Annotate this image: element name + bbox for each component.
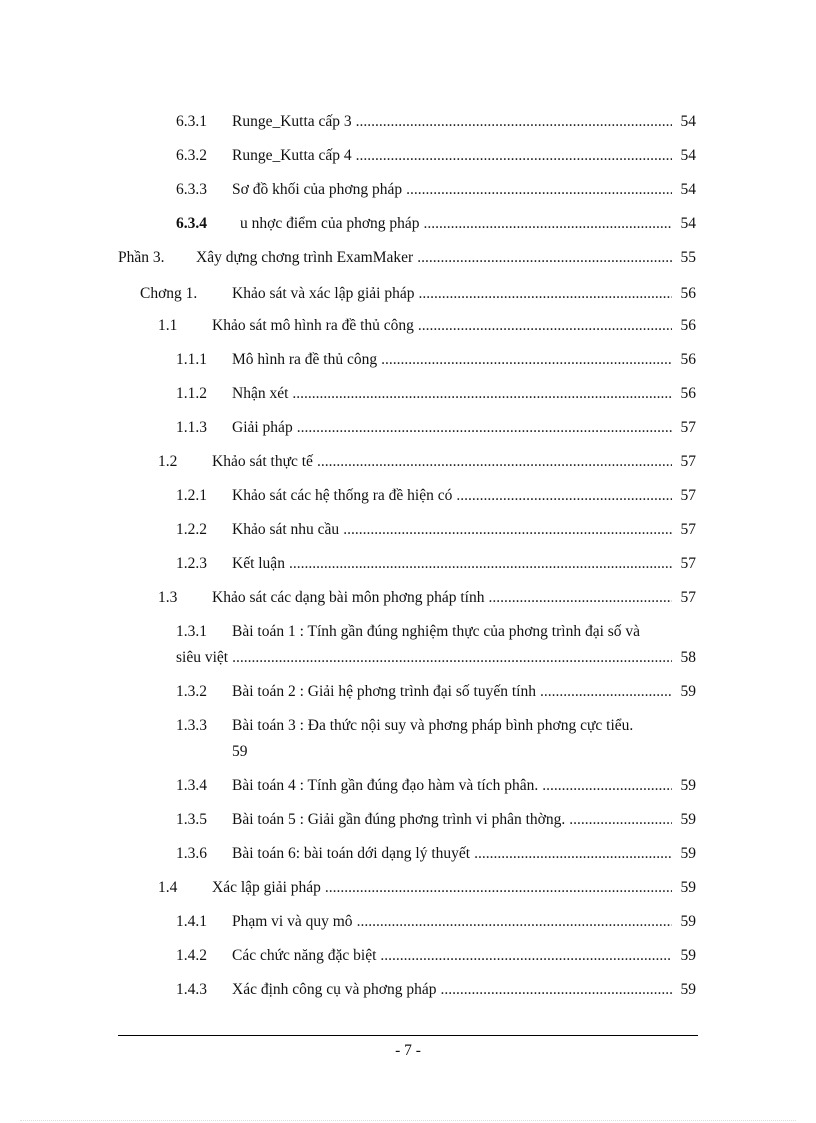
toc-entry[interactable] — [176, 776, 696, 796]
toc-entry[interactable] — [176, 112, 696, 132]
toc-number: 1.4.1 — [176, 913, 207, 930]
toc-title: u nhợc điểm của phơng pháp — [240, 215, 420, 232]
toc-entry[interactable] — [176, 146, 696, 166]
toc-leader — [424, 214, 672, 234]
toc-title: Phạm vi và quy mô — [232, 913, 353, 930]
toc-page: 57 — [680, 487, 696, 504]
toc-leader — [380, 946, 672, 966]
toc-entry[interactable] — [176, 520, 696, 540]
toc-leader — [419, 284, 673, 304]
toc-number: 1.2 — [158, 453, 178, 470]
toc-entry[interactable] — [176, 214, 696, 234]
toc-entry[interactable] — [176, 350, 696, 370]
toc-entry[interactable] — [176, 682, 696, 702]
toc-entry[interactable] — [158, 588, 696, 608]
toc-page: 56 — [680, 285, 696, 302]
toc-entry-first-line[interactable] — [176, 622, 640, 642]
toc-entry[interactable] — [176, 554, 696, 574]
toc-entry[interactable] — [176, 844, 696, 864]
toc-leader — [325, 878, 672, 898]
toc-title: Xây dựng chơng trình ExamMaker — [196, 249, 414, 266]
page-bottom-border — [20, 1120, 796, 1121]
toc-title: Bài toán 6: bài toán dới dạng lý thuyết — [232, 845, 471, 862]
toc-number: 1.3.4 — [176, 777, 207, 794]
toc-page: 54 — [680, 181, 696, 198]
toc-leader — [357, 912, 672, 932]
toc-leader — [406, 180, 672, 200]
toc-entry[interactable] — [176, 810, 696, 830]
toc-number: 6.3.1 — [176, 113, 207, 130]
toc-title: Bài toán 5 : Giải gần đúng phơng trình vi phân thờng. — [232, 811, 566, 828]
toc-title: Bài toán 3 : Đa thức nội suy và phơng pháp bình phơng cực tiểu. — [232, 717, 634, 734]
toc-number: 1.3 — [158, 589, 178, 606]
toc-number: 1.3.1 — [176, 623, 207, 640]
toc-page: 54 — [680, 215, 696, 232]
toc-title: Kết luận — [232, 555, 285, 572]
toc-title: Khảo sát mô hình ra đề thủ công — [212, 317, 414, 334]
toc-entry[interactable] — [176, 384, 696, 404]
toc-title: Nhận xét — [232, 385, 289, 402]
toc-title: Khảo sát nhu cầu — [232, 521, 340, 538]
toc-number: 1.2.3 — [176, 555, 207, 572]
toc-leader — [440, 980, 672, 1000]
toc-number: 1.1.1 — [176, 351, 207, 368]
toc-leader — [540, 682, 672, 702]
toc-title: Khảo sát các hệ thống ra đề hiện có — [232, 487, 453, 504]
toc-page: 59 — [680, 981, 696, 998]
toc-title: Runge_Kutta cấp 4 — [232, 147, 352, 164]
toc-leader — [317, 452, 672, 472]
toc-entry[interactable] — [176, 180, 696, 200]
toc-title: Xác lập giải pháp — [212, 879, 321, 896]
toc-page: 59 — [232, 743, 248, 760]
toc-title: Khảo sát các dạng bài môn phơng pháp tính — [212, 589, 485, 606]
toc-entry[interactable] — [158, 316, 696, 336]
toc-title: Sơ đồ khối của phơng pháp — [232, 181, 403, 198]
toc-leader — [542, 776, 672, 796]
toc-number: 1.3.6 — [176, 845, 207, 862]
toc-number: 1.3.5 — [176, 811, 207, 828]
toc-number: 1.4.2 — [176, 947, 207, 964]
toc-title: Giải pháp — [232, 419, 293, 436]
toc-entry[interactable] — [140, 284, 696, 304]
toc-leader — [289, 554, 672, 574]
toc-page: 59 — [680, 845, 696, 862]
toc-page: 59 — [680, 913, 696, 930]
toc-entry[interactable] — [176, 946, 696, 966]
toc-title-continued: siêu việt — [176, 649, 229, 666]
toc-leader — [292, 384, 672, 404]
toc-page: 56 — [680, 385, 696, 402]
toc-number: 1.2.1 — [176, 487, 207, 504]
toc-title: Khảo sát thực tế — [212, 453, 313, 470]
toc-number: 1.4.3 — [176, 981, 207, 998]
toc-leader — [343, 520, 672, 540]
toc-page: 57 — [680, 419, 696, 436]
toc-page: 54 — [680, 147, 696, 164]
toc-page: 59 — [680, 879, 696, 896]
footer-divider — [118, 1035, 698, 1036]
toc-title: Runge_Kutta cấp 3 — [232, 113, 352, 130]
toc-title: Các chức năng đặc biệt — [232, 947, 377, 964]
toc-entry[interactable] — [176, 912, 696, 932]
toc-leader — [417, 248, 672, 268]
toc-page: 59 — [680, 947, 696, 964]
toc-title: Bài toán 1 : Tính gần đúng nghiệm thực của phơng trình đại số và — [232, 623, 641, 640]
toc-leader — [489, 588, 673, 608]
toc-leader — [356, 112, 672, 132]
toc-leader — [418, 316, 672, 336]
toc-number: 6.3.2 — [176, 147, 207, 164]
toc-number: Phần 3. — [118, 249, 165, 266]
toc-number: Chơng 1. — [140, 285, 198, 302]
toc-entry[interactable] — [158, 878, 696, 898]
toc-page: 57 — [680, 521, 696, 538]
toc-title: Mô hình ra đề thủ công — [232, 351, 378, 368]
toc-entry[interactable] — [158, 452, 696, 472]
toc-page: 59 — [680, 811, 696, 828]
toc-page: 57 — [680, 589, 696, 606]
toc-title: Khảo sát và xác lập giải pháp — [232, 285, 415, 302]
toc-title: Xác định công cụ và phơng pháp — [232, 981, 437, 998]
toc-number: 1.2.2 — [176, 521, 207, 538]
toc-entry[interactable] — [176, 418, 696, 438]
toc-number: 1.1.3 — [176, 419, 207, 436]
toc-page: 59 — [680, 777, 696, 794]
toc-number: 6.3.4 — [176, 215, 207, 232]
toc-number: 1.1 — [158, 317, 178, 334]
toc-entry[interactable] — [118, 248, 696, 268]
toc-number: 1.3.3 — [176, 717, 207, 734]
toc-entry[interactable] — [176, 980, 696, 1000]
toc-entry[interactable] — [176, 486, 696, 506]
toc-page: 56 — [680, 351, 696, 368]
toc-number: 6.3.3 — [176, 181, 207, 198]
toc-number: 1.4 — [158, 879, 178, 896]
toc-entry-second-line[interactable] — [232, 742, 252, 762]
toc-leader — [569, 810, 672, 830]
toc-leader — [297, 418, 672, 438]
toc-number: 1.1.2 — [176, 385, 207, 402]
toc-page: 54 — [680, 113, 696, 130]
toc-leader — [381, 350, 672, 370]
toc-leader — [474, 844, 672, 864]
toc-title: Bài toán 2 : Giải hệ phơng trình đại số tuyến tính — [232, 683, 536, 700]
toc-page: 57 — [680, 453, 696, 470]
toc-page: 55 — [680, 249, 696, 266]
toc-page: 59 — [680, 683, 696, 700]
toc-page: 56 — [680, 317, 696, 334]
toc-entry-first-line[interactable] — [176, 716, 633, 736]
toc-page: 58 — [680, 649, 696, 666]
page-number: - 7 - — [395, 1042, 421, 1059]
toc-leader — [356, 146, 672, 166]
toc-page: 57 — [680, 555, 696, 572]
toc-leader — [456, 486, 672, 506]
toc-entry[interactable] — [176, 648, 696, 668]
toc-leader — [232, 648, 672, 668]
toc-title: Bài toán 4 : Tính gần đúng đạo hàm và tích phân. — [232, 777, 539, 794]
toc-number: 1.3.2 — [176, 683, 207, 700]
